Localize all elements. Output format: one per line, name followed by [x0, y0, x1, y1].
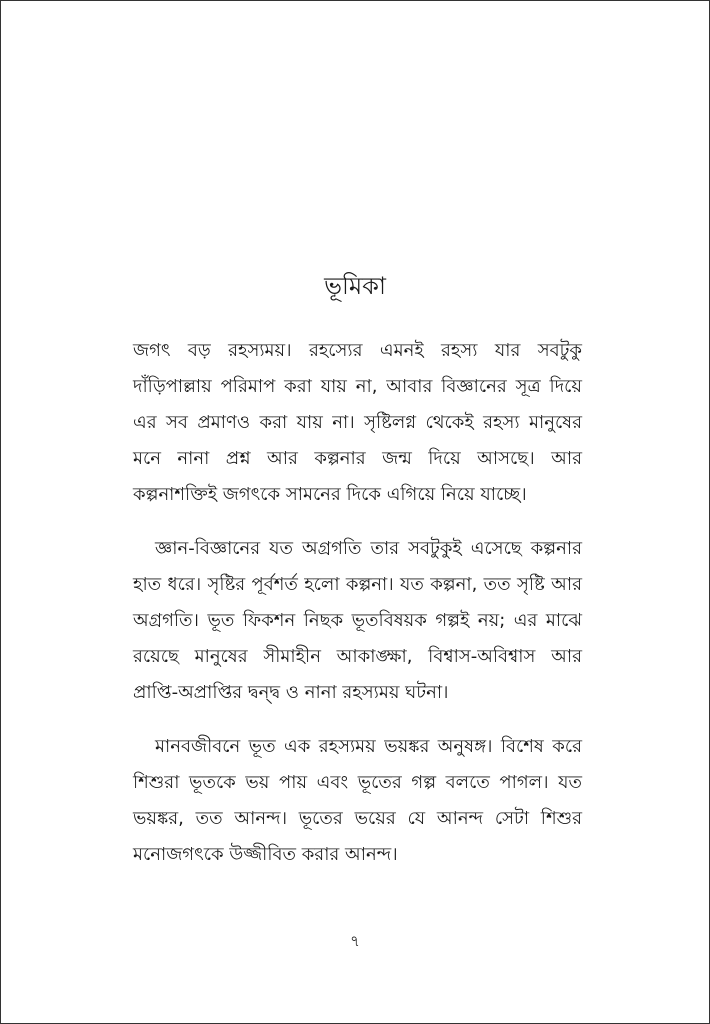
- body-text: [133, 333, 582, 891]
- paragraph-2: জ্ঞান-বিজ্ঞানের যত অগ্রগতি তার সবটুকুই এসেছে কল্পনার হাত ধরে। সৃষ্টির পূর্বশর্ত হলো কল্পনা। যত কল্পনা, তত সৃষ্টি আর অগ্রগতি। ভূত ফিকশন নিছক ভূতবিষয়ক গল্পই নয়; এর মাঝে রয়েছে মানুষের সীমাহীন আকাঙ্ক্ষা, বিশ্বাস-অবিশ্বাস আর প্রাপ্তি-অপ্রাপ্তির দ্বন্দ্ব ও নানা রহস্যময় ঘটনা।: [133, 538, 582, 703]
- page-number: ৭: [350, 932, 360, 950]
- page-title: ভূমিকা: [324, 272, 386, 300]
- paragraph-1: জগৎ বড় রহস্যময়। রহস্যের এমনই রহস্য যার সবটুকু দাঁড়িপাল্লায় পরিমাপ করা যায় না, আবার বিজ্ঞানের সূত্র দিয়ে এর সব প্রমাণও করা যায় না। সৃষ্টিলগ্ন থেকেই রহস্য মানুষের মনে নানা প্রশ্ন আর কল্পনার জন্ম দিয়ে আসছে। আর কল্পনাশক্তিই জগৎকে সামনের দিকে এগিয়ে নিয়ে যাচ্ছে।: [133, 340, 582, 505]
- paragraph-3: মানবজীবনে ভূত এক রহস্যময় ভয়ঙ্কর অনুষঙ্গ। বিশেষ করে শিশুরা ভূতকে ভয় পায় এবং ভূতের গল্প বলতে পাগল। যত ভয়ঙ্কর, তত আনন্দ। ভূতের ভয়ের যে আনন্দ সেটা শিশুর মনোজগৎকে উজ্জীবিত করার আনন্দ।: [133, 736, 582, 865]
